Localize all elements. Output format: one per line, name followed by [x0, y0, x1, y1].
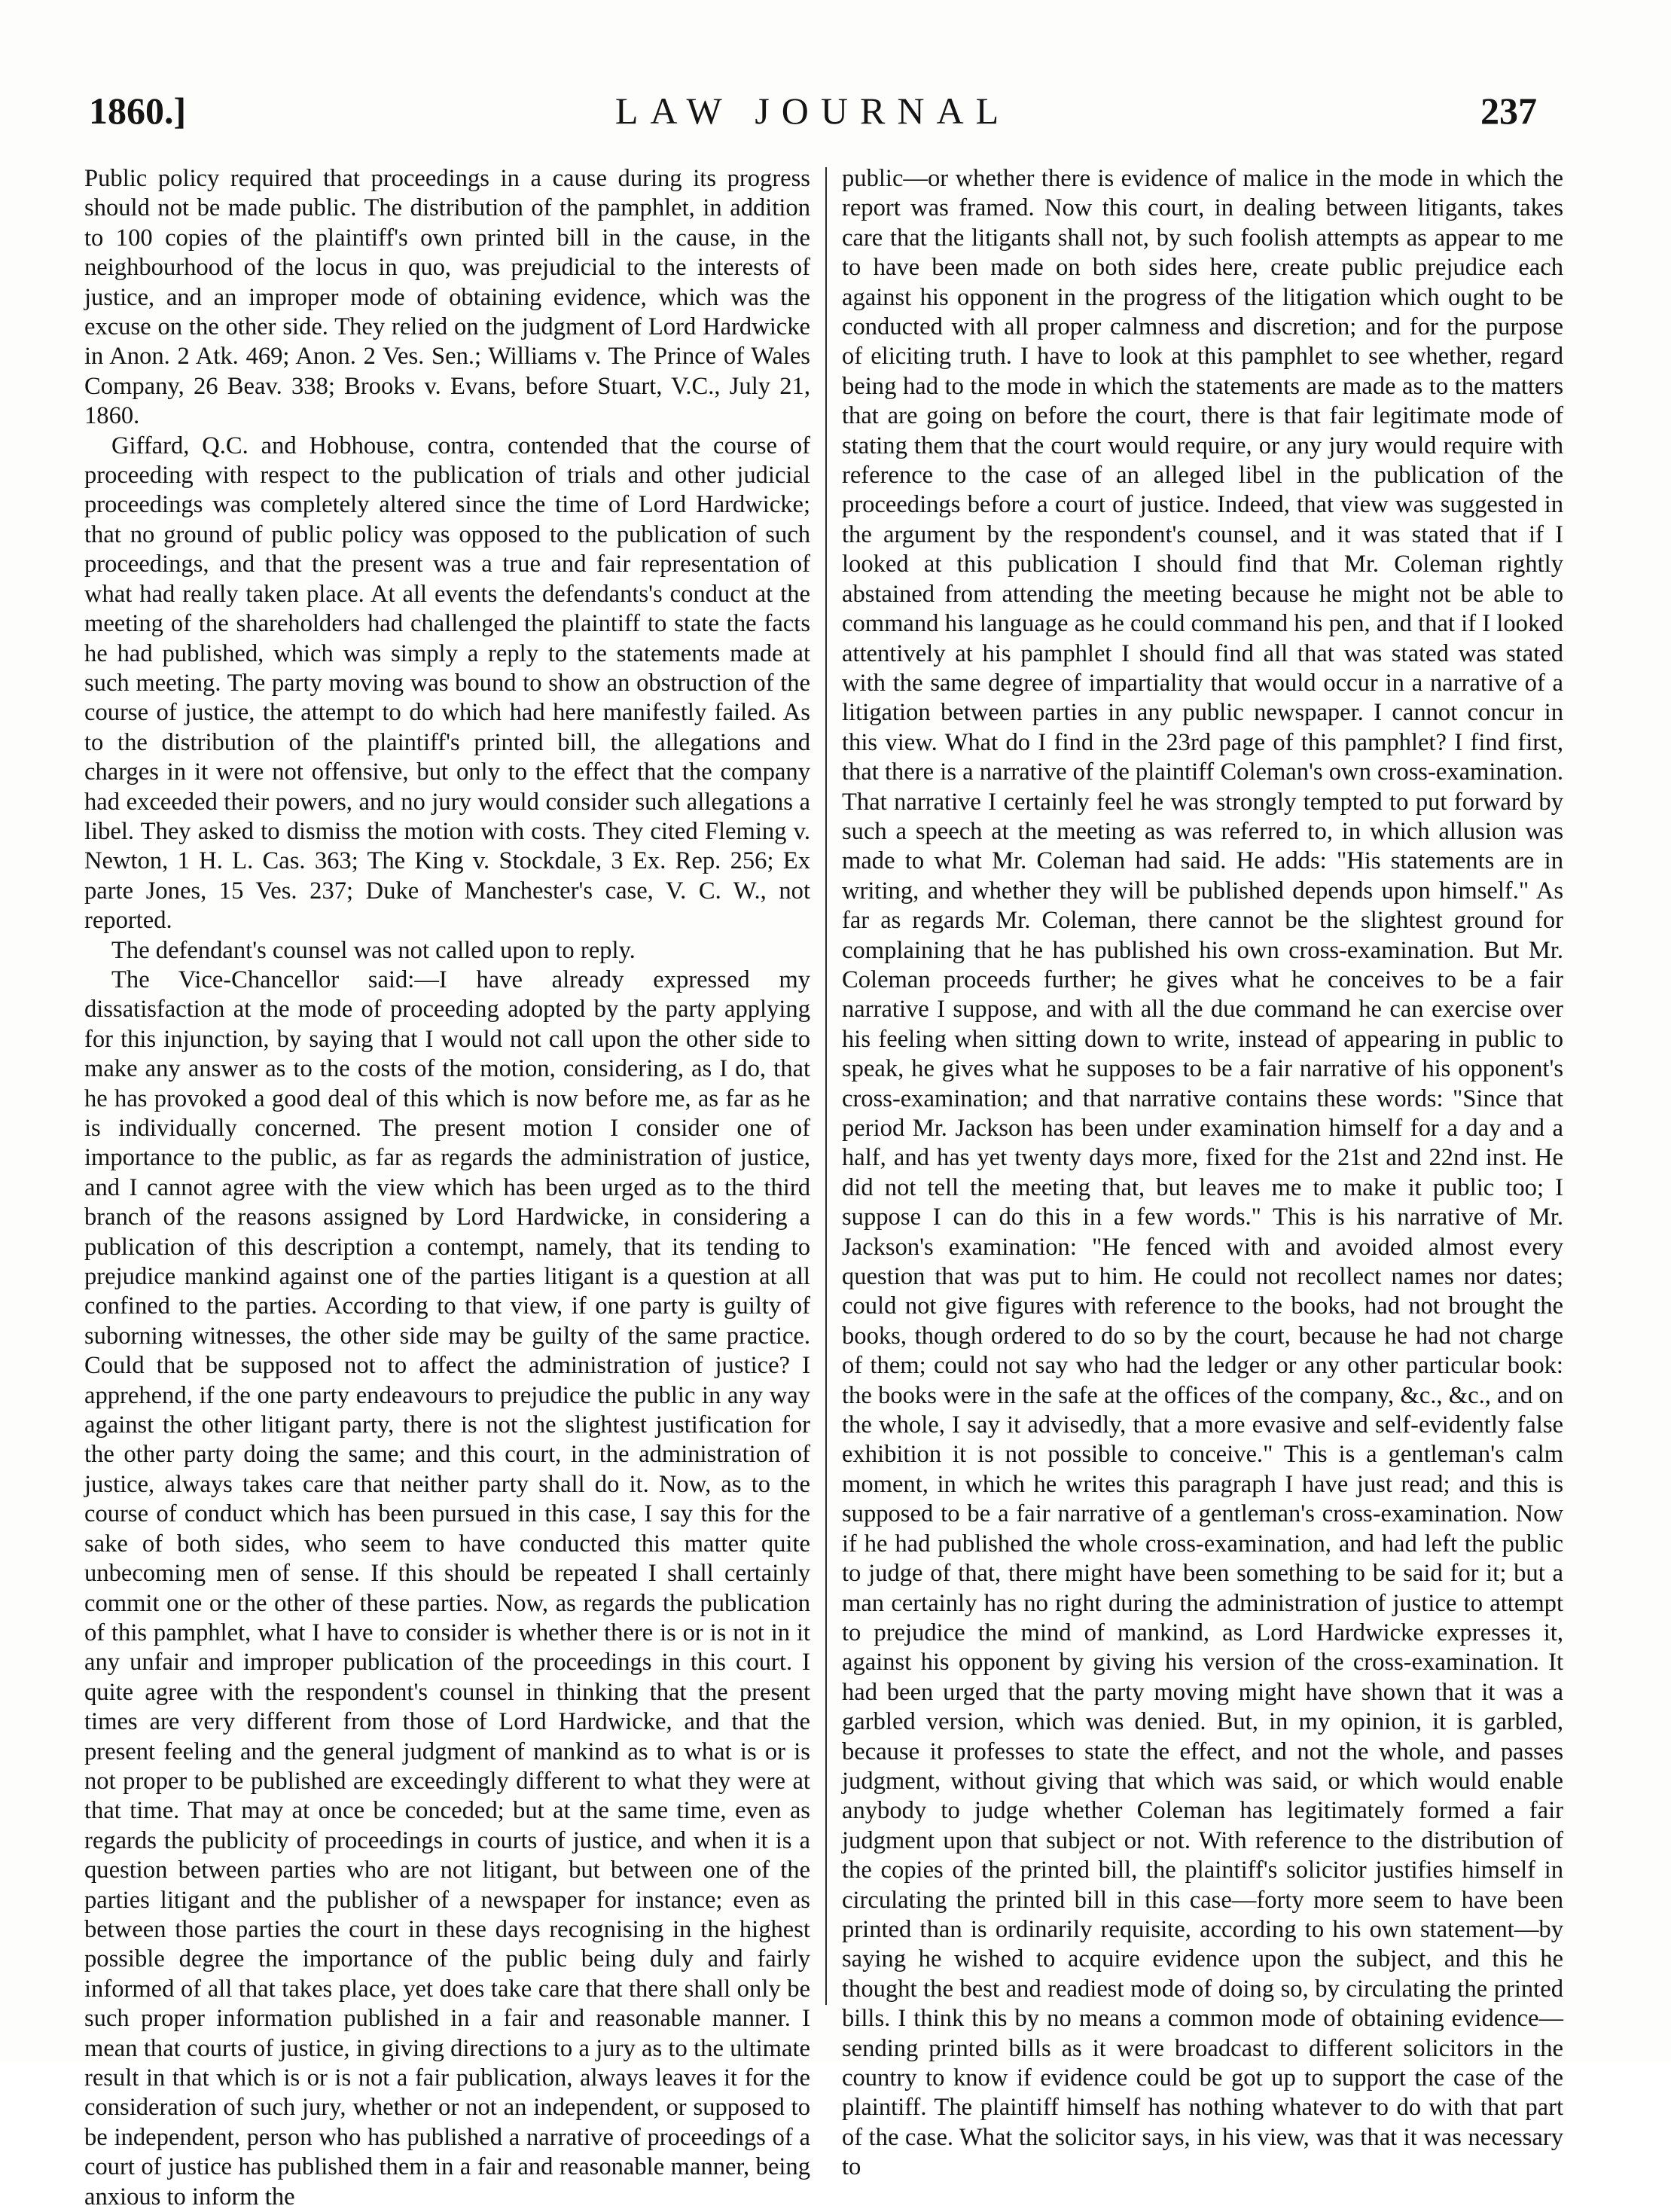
left-column: [84, 164, 810, 2210]
page-number: 237: [1480, 90, 1537, 132]
paragraph-judgment-continued: public—or whether there is evidence of malice in the mode in which the report was framed. Now this court, in dealing between litigants, takes care that the litigants shall not, by such foolish attempts as appear to me to have been made on both sides here, create public prejudice each against his opponent in the progress of the litigation which ought to be conducted with all proper calmness and discretion; and for the purpose of eliciting truth. I have to look at this pamphlet to see whether, regard being had to the mode in which the statements are made as to the matters that are going on before the court, there is that fair legitimate mode of stating them that the court would require, or any jury would require with reference to the case of an alleged libel in the publication of the proceedings before a court of justice. Indeed, that view was suggested in the argument by the respondent's counsel, and it was stated that if I looked at this publication I should find that Mr. Coleman rightly abstained from attending the meeting because he might not be able to command his language as he could command his pen, and that if I looked attentively at his pamphlet I should find all that was stated was stated with the same degree of impartiality that would occur in a narrative of a litigation between parties in any public newspaper. I cannot concur in this view. What do I find in the 23rd page of this pamphlet? I find first, that there is a narrative of the plaintiff Coleman's own cross-examination. That narrative I certainly feel he was strongly tempted to put forward by such a speech at the meeting as was referred to, in which allusion was made to what Mr. Coleman had said. He adds: "His statements are in writing, and whether they will be published depends upon himself." As far as regards Mr. Coleman, there cannot be the slightest ground for complaining that he has published his own cross-examination. But Mr. Coleman proceeds further; he gives what he conceives to be a fair narrative I suppose, and with all the due command he can exercise over his feeling when sitting down to write, instead of appearing in public to speak, he gives what he supposes to be a fair narrative of his opponent's cross-examination; and that narrative contains these words: "Since that period Mr. Jackson has been under examination himself for a day and a half, and has yet twenty days more, fixed for the 21st and 22nd inst. He did not tell the meeting that, but leaves me to make it public too; I suppose I can do this in a few words." This is his narrative of Mr. Jackson's examination: "He fenced with and avoided almost every question that was put to him. He could not recollect names nor dates; could not give figures with reference to the books, had not brought the books, though ordered to do so by the court, because he had not charge of them; could not say who had the ledger or any other particular book: the books were in the safe at the offices of the company, &c., &c., and on the whole, I say it advisedly, that a more evasive and self-evidently false exhibition it is not possible to conceive." This is a gentleman's calm moment, in which he writes this paragraph I have just read; and this is supposed to be a fair narrative of a gentleman's cross-examination. Now if he had published the whole cross-examination, and had left the public to judge of that, there might have been something to be said for it; but a man certainly has no right during the administration of justice to attempt to prejudice the mind of mankind, as Lord Hardwicke expresses it, against his opponent by giving his version of the cross-examination. It had been urged that the party moving might have shown that it was a garbled version, which was denied. But, in my opinion, it is garbled, because it professes to state the effect, and not the whole, and passes judgment, without giving that which was said, or which would enable anybody to judge whether Coleman has legitimately formed a fair judgment upon that subject or not. With reference to the distribution of the copies of the printed bill, the plaintiff's solicitor justifies himself in circulating the printed bill in this case—forty more seem to have been printed than is ordinarily requisite, according to his own statement—by saying he wished to acquire evidence upon the subject, and this he thought the best and readiest mode of doing so, by circulating the printed bills. I think this by no means a common mode of obtaining evidence—sending printed bills as it were broadcast to different solicitors in the country to know if evidence could be got up to support the case of the plaintiff. The plaintiff himself has nothing whatever to do with that part of the case. What the solicitor says, in his view, was that it was necessary to: [842, 165, 1563, 2181]
paragraph-judgment-opening: The Vice-Chancellor said:—I have already expressed my dissatisfaction at the mode of proceeding adopted by the party applying for this injunction, by saying that I would not call upon the other side to make any answer as to the costs of the motion, considering, as I do, that he has provoked a good deal of this which is now before me, as far as he is individually concerned. The present motion I consider one of importance to the public, as far as regards the administration of justice, and I cannot agree with the view which has been urged as to the third branch of the reasons assigned by Lord Hardwicke, in considering a publication of this description a contempt, namely, that its tending to prejudice mankind against one of the parties litigant is a question at all confined to the parties. According to that view, if one party is guilty of suborning witnesses, the other side may be guilty of the same practice. Could that be supposed not to affect the administration of justice? I apprehend, if the one party endeavours to prejudice the public in any way against the other litigant party, there is not the slightest justification for the other party doing the same; and this court, in the administration of justice, always takes care that neither party shall do it. Now, as to the course of conduct which has been pursued in this case, I say this for the sake of both sides, who seem to have conducted this matter quite unbecoming men of sense. If this should be repeated I shall certainly commit one or the other of these parties. Now, as regards the publication of this pamphlet, what I have to consider is whether there is or is not in it any unfair and improper publication of the proceedings in this court. I quite agree with the respondent's counsel in thinking that the present times are very different from those of Lord Hardwicke, and that the present feeling and the general judgment of mankind as to what is or is not proper to be published are exceedingly different to what they were at that time. That may at once be conceded; but at the same time, even as regards the publicity of proceedings in courts of justice, and when it is a question between parties who are not litigant, but between one of the parties litigant and the publisher of a newspaper for instance; even as between those parties the court in these days recognising in the highest possible degree the importance of the public being duly and fairly informed of all that takes place, yet does take care that there shall only be such proper information published in a fair and reasonable manner. I mean that courts of justice, in giving directions to a jury as to the ultimate result in that which is or is not a fair publication, always leaves it for the consideration of such jury, whether or not an independent, or supposed to be independent, person who has published a narrative of proceedings of a court of justice has published them in a fair and reasonable manner, being anxious to inform the: [84, 966, 810, 2210]
column-divider: [825, 167, 827, 2005]
journal-title: LAW JOURNAL: [614, 90, 1011, 132]
right-column: [842, 164, 1563, 2181]
header-year: 1860.]: [89, 90, 187, 132]
paragraph-argument-defendant: Public policy required that proceedings in a cause during its progress should not be made public. The distribution of the pamphlet, in addition to 100 copies of the plaintiff's own printed bill in the cause, in the neighbourhood of the locus in quo, was prejudicial to the interests of justice, and an improper mode of obtaining evidence, which was the excuse on the other side. They relied on the judgment of Lord Hardwicke in Anon. 2 Atk. 469; Anon. 2 Ves. Sen.; Williams v. The Prince of Wales Company, 26 Beav. 338; Brooks v. Evans, before Stuart, V.C., July 21, 1860.: [84, 165, 810, 430]
paragraph-counsel-not-called: The defendant's counsel was not called upon to reply.: [111, 936, 636, 964]
running-head: [89, 89, 1537, 149]
paragraph-argument-contra: Giffard, Q.C. and Hobhouse, contra, contended that the course of proceeding with respect to the publication of trials and other judicial proceedings was completely altered since the time of Lord Hardwicke; that no ground of public policy was opposed to the publication of such proceedings, and that the present was a true and fair representation of what had really taken place. At all events the defendants's conduct at the meeting of the shareholders had challenged the plaintiff to state the facts he had published, which was simply a reply to the statements made at such meeting. The party moving was bound to show an obstruction of the course of justice, the attempt to do which had here manifestly failed. As to the distribution of the plaintiff's printed bill, the allegations and charges in it were not offensive, but only to the effect that the company had exceeded their powers, and no jury would consider such allegations a libel. They asked to dismiss the motion with costs. They cited Fleming v. Newton, 1 H. L. Cas. 363; The King v. Stockdale, 3 Ex. Rep. 256; Ex parte Jones, 15 Ves. 237; Duke of Manchester's case, V. C. W., not reported.: [84, 432, 810, 935]
